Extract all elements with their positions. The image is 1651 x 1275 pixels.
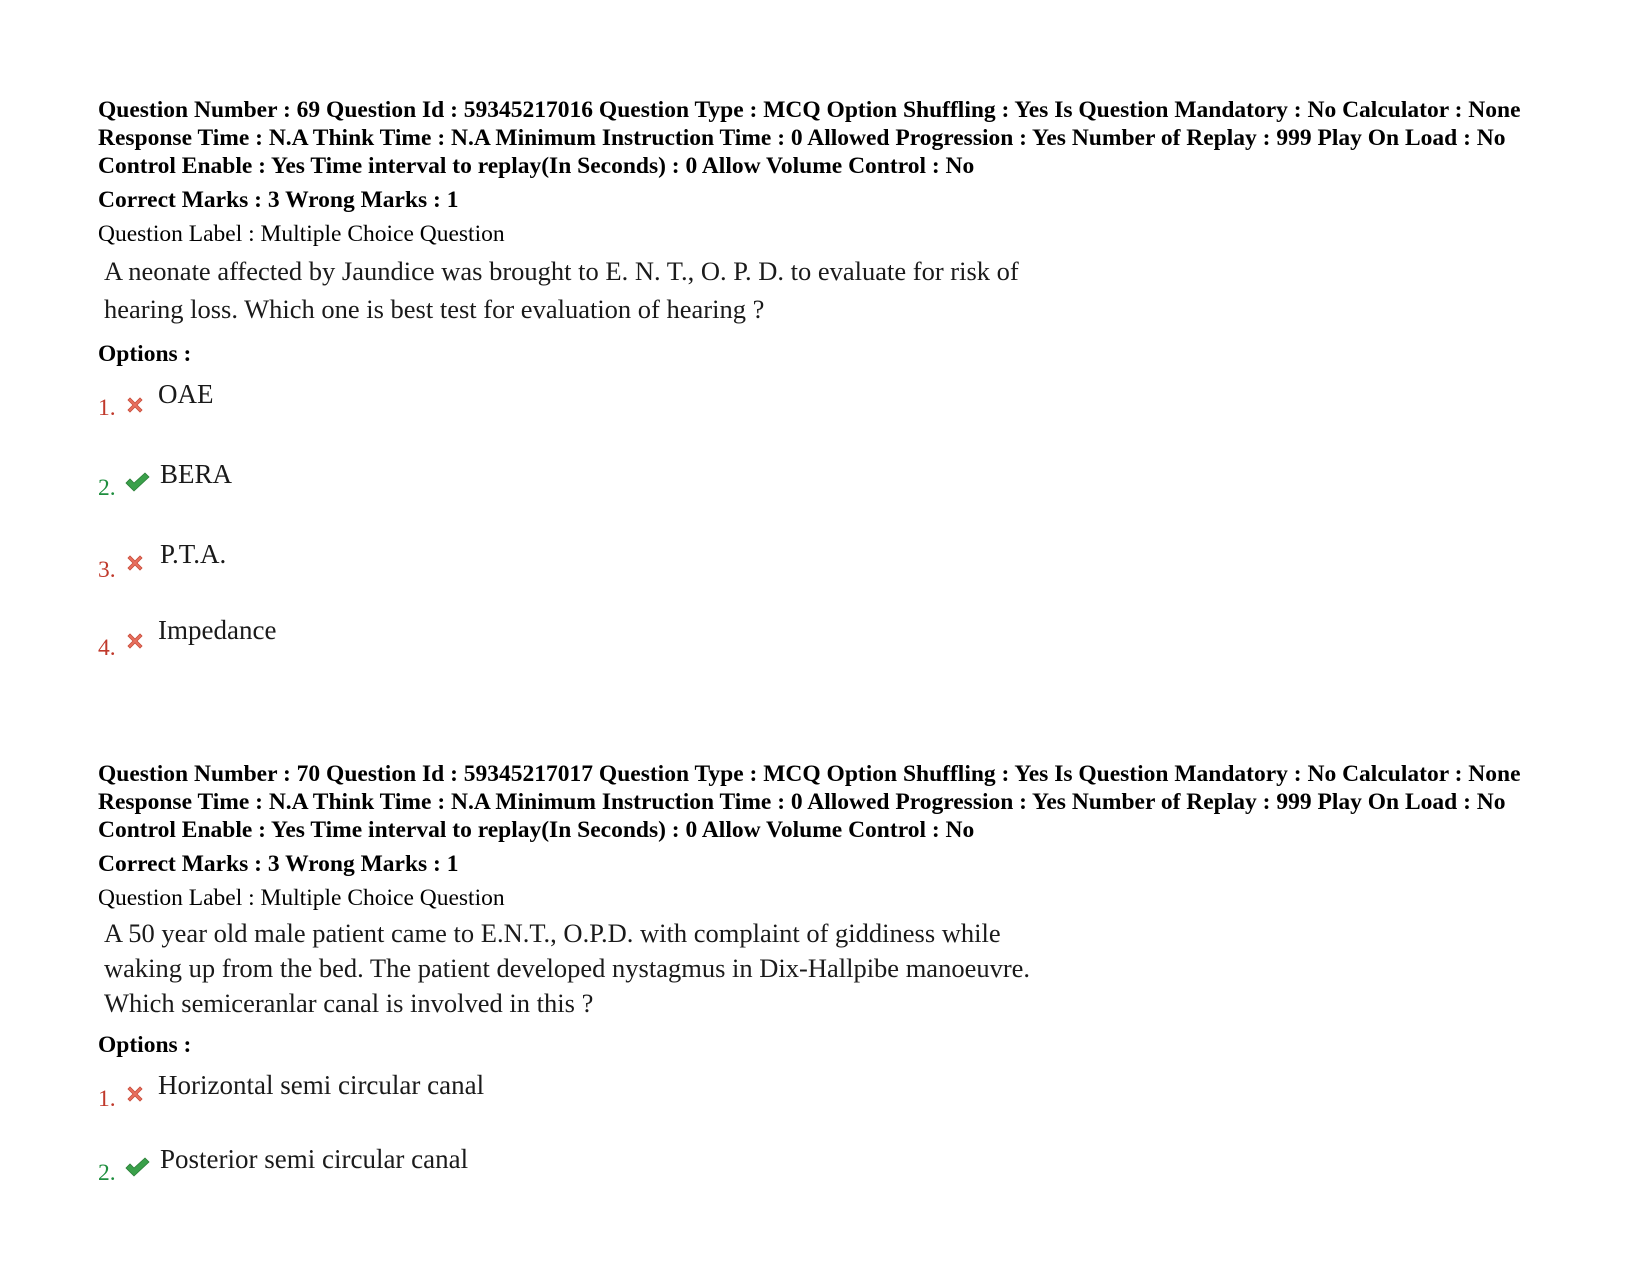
option-number: 4. — [98, 635, 116, 661]
question-text-line: hearing loss. Which one is best test for evaluation of hearing ? — [104, 294, 765, 324]
options-title: Options : — [98, 341, 192, 367]
option-text: Posterior semi circular canal — [160, 1144, 469, 1174]
question-block-70 — [98, 760, 1578, 1223]
option-number: 2. — [98, 1160, 116, 1186]
option-item — [98, 1065, 1578, 1141]
question-text-line: A neonate affected by Jaundice was brought to E. N. T., O. P. D. to evaluate for risk of — [104, 256, 1019, 286]
cross-icon — [124, 394, 146, 416]
option-text: OAE — [158, 379, 214, 409]
option-text: BERA — [160, 459, 233, 489]
question-text — [98, 252, 1124, 328]
cross-icon — [124, 630, 146, 652]
cross-icon — [124, 552, 146, 574]
question-text-line: waking up from the bed. The patient developed nystagmus in Dix-Hallpibe manoeuvre. — [104, 953, 1031, 983]
option-number: 2. — [98, 475, 116, 501]
question-meta: Question Number : 69 Question Id : 59345217016 Question Type : MCQ Option Shuffling : Yes Is Question Mandatory : No Calculator : None Response Time : N.A Think Time : N.A Minimum Instruction Time : 0 Allowed Progression : Yes Number of Replay : 999 Play On Load : No Control Enable : Yes Time interval to replay(In Seconds) : 0 Allow Volume Control : No — [98, 97, 1521, 179]
question-label: Question Label : Multiple Choice Question — [98, 885, 505, 911]
option-number: 1. — [98, 395, 116, 421]
options-title: Options : — [98, 1032, 192, 1058]
option-number: 1. — [98, 1086, 116, 1112]
option-item — [98, 615, 1578, 702]
question-marks: Correct Marks : 3 Wrong Marks : 1 — [98, 851, 459, 877]
options-list — [98, 1065, 1578, 1223]
option-text: Impedance — [158, 615, 277, 645]
options-list — [98, 374, 1578, 702]
option-item — [98, 1141, 1578, 1223]
option-item — [98, 456, 1578, 538]
question-block-69 — [98, 96, 1578, 702]
option-item — [98, 374, 1578, 456]
question-meta: Question Number : 70 Question Id : 59345217017 Question Type : MCQ Option Shuffling : Yes Is Question Mandatory : No Calculator : None Response Time : N.A Think Time : N.A Minimum Instruction Time : 0 Allowed Progression : Yes Number of Replay : 999 Play On Load : No Control Enable : Yes Time interval to replay(In Seconds) : 0 Allow Volume Control : No — [98, 761, 1521, 843]
cross-icon — [124, 1083, 146, 1105]
option-item — [98, 538, 1578, 620]
check-icon — [124, 1155, 150, 1179]
check-icon — [124, 470, 150, 494]
question-text-line: A 50 year old male patient came to E.N.T., O.P.D. with complaint of giddiness while — [104, 918, 1001, 948]
question-label: Question Label : Multiple Choice Question — [98, 221, 505, 247]
document-page — [98, 96, 1578, 1223]
question-text-line: Which semiceranlar canal is involved in this ? — [104, 988, 594, 1018]
question-marks: Correct Marks : 3 Wrong Marks : 1 — [98, 187, 459, 213]
option-text: Horizontal semi circular canal — [158, 1070, 485, 1100]
option-text: P.T.A. — [160, 539, 227, 569]
option-number: 3. — [98, 557, 116, 583]
question-text — [98, 916, 1116, 1021]
